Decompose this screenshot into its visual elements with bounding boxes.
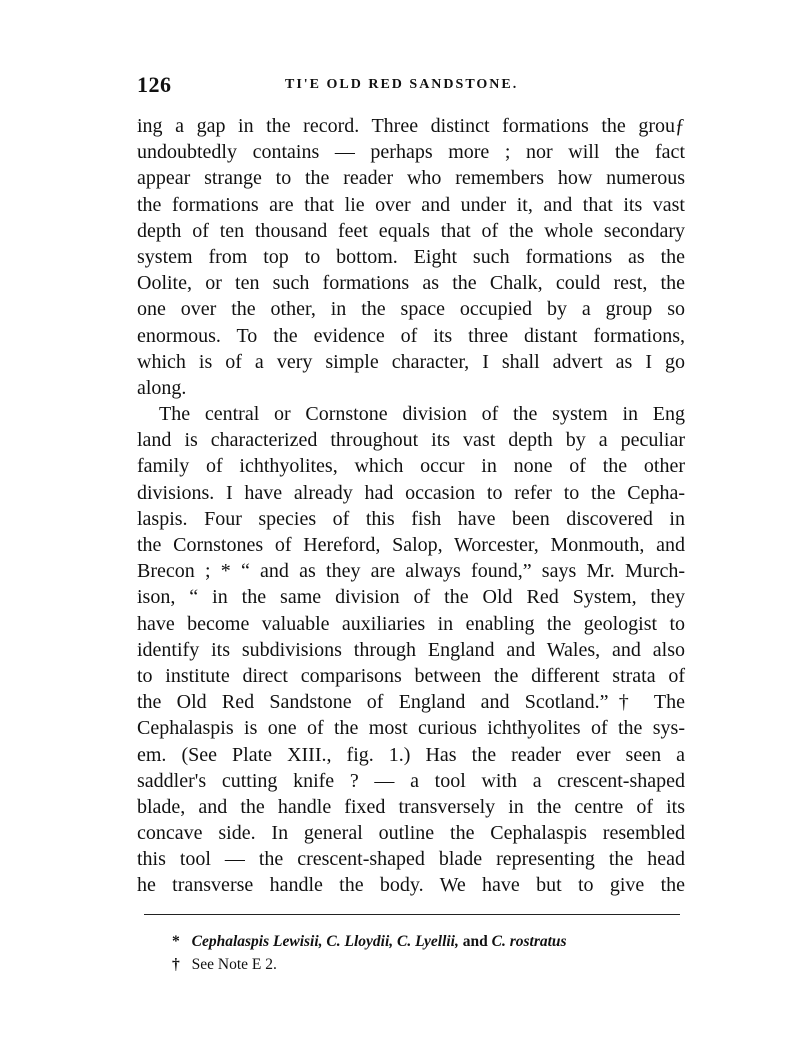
page-number: 126: [137, 72, 172, 97]
text-line: have become valuable auxiliaries in enabling the geologist to: [137, 612, 685, 635]
text-line: the Old Red Sandstone of England and Scotland.”† The: [137, 691, 685, 714]
text-line: The central or Cornstone division of the system in Eng: [159, 403, 685, 426]
footnote-species: C. rostratus: [491, 933, 567, 950]
paragraph-1: [137, 113, 685, 401]
text-line: the formations are that lie over and under it, and that its vast: [137, 193, 685, 216]
footnote-2: [172, 953, 672, 976]
text-line: concave side. In general outline the Cephalaspis resembled: [137, 822, 685, 845]
footnote-species: C. Lloydii,: [326, 933, 394, 950]
body-text: [137, 113, 685, 899]
footnote-species: Cephalaspis Lewisii,: [191, 933, 323, 950]
text-line: em. (See Plate XIII., fig. 1.) Has the reader ever seen a: [137, 743, 685, 766]
text-line: which is of a very simple character, I shall advert as I go: [137, 350, 685, 373]
running-title: TI'E OLD RED SANDSTONE.: [285, 77, 519, 92]
text-line: divisions. I have already had occasion to refer to the Cepha-: [137, 481, 685, 504]
text-line: appear strange to the reader who remembers how numerous: [137, 167, 685, 190]
text-line: undoubtedly contains — perhaps more ; nor will the fact: [137, 141, 685, 164]
text-line: this tool — the crescent-shaped blade representing the head: [137, 848, 685, 871]
text-line: depth of ten thousand feet equals that of the whole secondary: [137, 219, 685, 242]
text-line: to institute direct comparisons between the different strata of: [137, 664, 685, 687]
text-line: Brecon ; * “ and as they are always found,” says Mr. Murch-: [137, 560, 685, 583]
footnote-species: C. Lyellii,: [397, 933, 459, 950]
text-line: he transverse handle the body. We have but to give the: [137, 874, 685, 897]
text-line: system from top to bottom. Eight such formations as the: [137, 245, 685, 268]
footnote-text: See Note E 2.: [191, 956, 277, 973]
text-line: Cephalaspis is one of the most curious ichthyolites of the sys-: [137, 717, 685, 740]
paragraph-2: [137, 401, 685, 899]
footnote-marker: *: [172, 933, 180, 950]
text-line: ison, “ in the same division of the Old Red System, they: [137, 586, 685, 609]
footnote-1: [172, 930, 672, 953]
footnote-marker: †: [172, 956, 180, 973]
text-line: one over the other, in the space occupied by a group so: [137, 298, 685, 321]
text-line: saddler's cutting knife ? — a tool with a crescent-shaped: [137, 769, 685, 792]
text-line: along.: [137, 376, 187, 399]
footnote-rule: [144, 914, 680, 915]
footnotes: [172, 930, 672, 976]
text-line: ing a gap in the record. Three distinct formations the grouƒ: [137, 115, 685, 137]
footnote-conjunction: and: [462, 933, 488, 950]
text-line: land is characterized throughout its vast depth by a peculiar: [137, 429, 685, 452]
text-line: Oolite, or ten such formations as the Chalk, could rest, the: [137, 272, 685, 295]
text-line: family of ichthyolites, which occur in none of the other: [137, 455, 685, 478]
page-header: [137, 72, 685, 102]
text-line: enormous. To the evidence of its three distant formations,: [137, 324, 685, 347]
text-line: blade, and the handle fixed transversely in the centre of its: [137, 795, 685, 818]
text-line: identify its subdivisions through England and Wales, and also: [137, 638, 685, 661]
text-line: laspis. Four species of this fish have been discovered in: [137, 507, 685, 530]
text-line: the Cornstones of Hereford, Salop, Worcester, Monmouth, and: [137, 534, 685, 556]
